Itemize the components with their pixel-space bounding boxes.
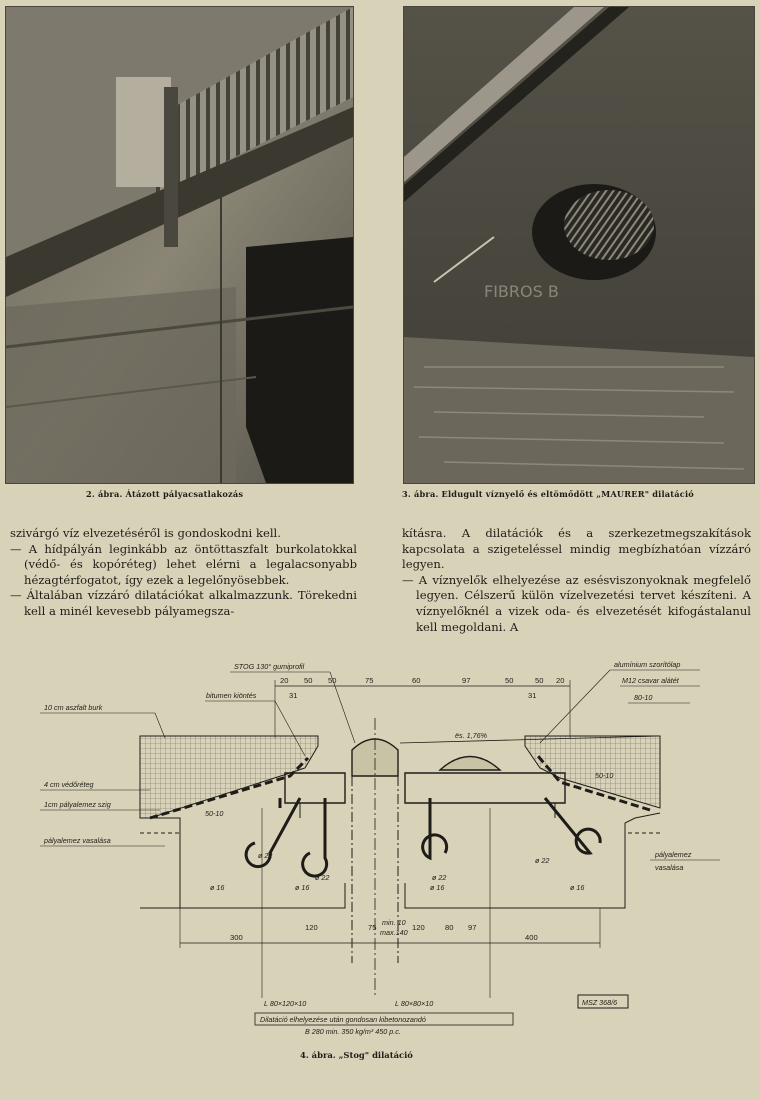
label-min-gap: min. 10	[382, 918, 406, 927]
label-standard: MSZ 368/6	[582, 998, 618, 1007]
stog-joint-drawing	[0, 658, 760, 1040]
text-column-right	[402, 526, 751, 635]
dimension-label: 97	[462, 676, 471, 685]
label-stog-profile: STOG 130° gumiprofil	[234, 662, 305, 671]
label-protective-layer: 4 cm védőréteg	[44, 780, 94, 789]
photo-clogged-drain	[403, 6, 755, 484]
dimension-label: 400	[525, 933, 538, 942]
dimension-label: 120	[305, 923, 318, 932]
dimension-label: 75	[365, 676, 374, 685]
label-diameter-22: ø 22	[535, 856, 550, 865]
dimension-label: 31	[528, 691, 537, 700]
dimension-label: 80	[445, 923, 454, 932]
label-diameter-16: ø 16	[295, 883, 310, 892]
label-diameter-22: ø 22	[315, 873, 330, 882]
photo-soaked-joint	[5, 6, 354, 484]
list-item: — A víznyelők elhelyezése az esésviszonyoknak megfelelő legyen. Célszerű külön vízelvezetési tervet készíteni. A víznyelőknél a vizek oda- és elvezetését kifogástalanul kell megoldani. A	[402, 572, 751, 634]
label-slope: ës. 1,76%	[455, 731, 487, 740]
dimension-label: 20	[556, 676, 565, 685]
label-asphalt: 10 cm aszfalt burk	[44, 703, 103, 712]
label-angle-80-10: 80-10	[634, 693, 653, 702]
dimension-label: 300	[230, 933, 243, 942]
paragraph: kításra. A dilatációk és a szerkezetmegszakítások kapcsolata a szigeteléssel mindig megbízhatóan vízzáró legyen.	[402, 526, 751, 572]
label-deck-insulation: 1cm pályalemez szig	[44, 800, 111, 809]
dimension-label: 120	[412, 923, 425, 932]
figure-4-caption: 4. ábra. „Stog" dilatáció	[300, 1050, 413, 1060]
label-angle-right: L 80×80×10	[395, 999, 434, 1008]
label-bitumen: bitumen kiöntés	[206, 691, 257, 700]
paragraph: szivárgó víz elvezetéséről is gondoskodni kell.	[10, 526, 281, 540]
label-50-10-left: 50-10	[205, 809, 224, 818]
list-item: — A hídpályán leginkább az öntöttaszfalt burkolatokkal (védő- és kopóréteg) lehet elérni a legalacsonyabb hézagtérfogatot, így ezek a legelőnyösebbek.	[10, 541, 357, 587]
label-diameter-16: ø 16	[430, 883, 445, 892]
label-concrete-spec: B 280 min. 350 kg/m³ 450 p.c.	[305, 1027, 401, 1036]
dimension-label: 50	[328, 676, 337, 685]
figure-3-caption: 3. ábra. Eldugult víznyelő és eltömődött „MAURER" dilatáció	[402, 489, 694, 499]
dimension-label: 60	[412, 676, 421, 685]
label-rebar-left: pályalemez vasalása	[44, 836, 111, 845]
label-rebar-right: pályalemez	[655, 850, 692, 859]
label-bolt: M12 csavar alátét	[622, 676, 679, 685]
dimension-label: 75	[368, 923, 377, 932]
label-angle-left: L 80×120×10	[264, 999, 307, 1008]
dimension-label: 50	[505, 676, 514, 685]
label-concrete-note: Dilatáció elhelyezése után gondosan kibetonozandó	[260, 1015, 426, 1024]
dimension-label: 50	[304, 676, 313, 685]
label-alu-plate: alumínium szorítólap	[614, 660, 681, 669]
photo-inscription: FIBROS B	[484, 282, 559, 301]
label-50-10-right: 50-10	[595, 771, 614, 780]
dimension-label: 50	[535, 676, 544, 685]
label-diameter-16: ø 16	[210, 883, 225, 892]
dimension-label: 97	[468, 923, 477, 932]
dimension-label: 31	[289, 691, 298, 700]
label-diameter-16: ø 16	[570, 883, 585, 892]
label-diameter-22: ø 22	[258, 851, 273, 860]
label-max-gap: max.140	[380, 928, 408, 937]
list-item: — Általában vízzáró dilatációkat alkalmazzunk. Törekedni kell a minél kevesebb pályamegsza-	[10, 588, 357, 618]
label-rebar-right-2: vasalása	[655, 863, 684, 872]
figure-2-caption: 2. ábra. Átázott pályacsatlakozás	[86, 489, 244, 499]
text-column-left	[10, 526, 357, 620]
label-diameter-22: ø 22	[432, 873, 447, 882]
dimension-label: 20	[280, 676, 289, 685]
